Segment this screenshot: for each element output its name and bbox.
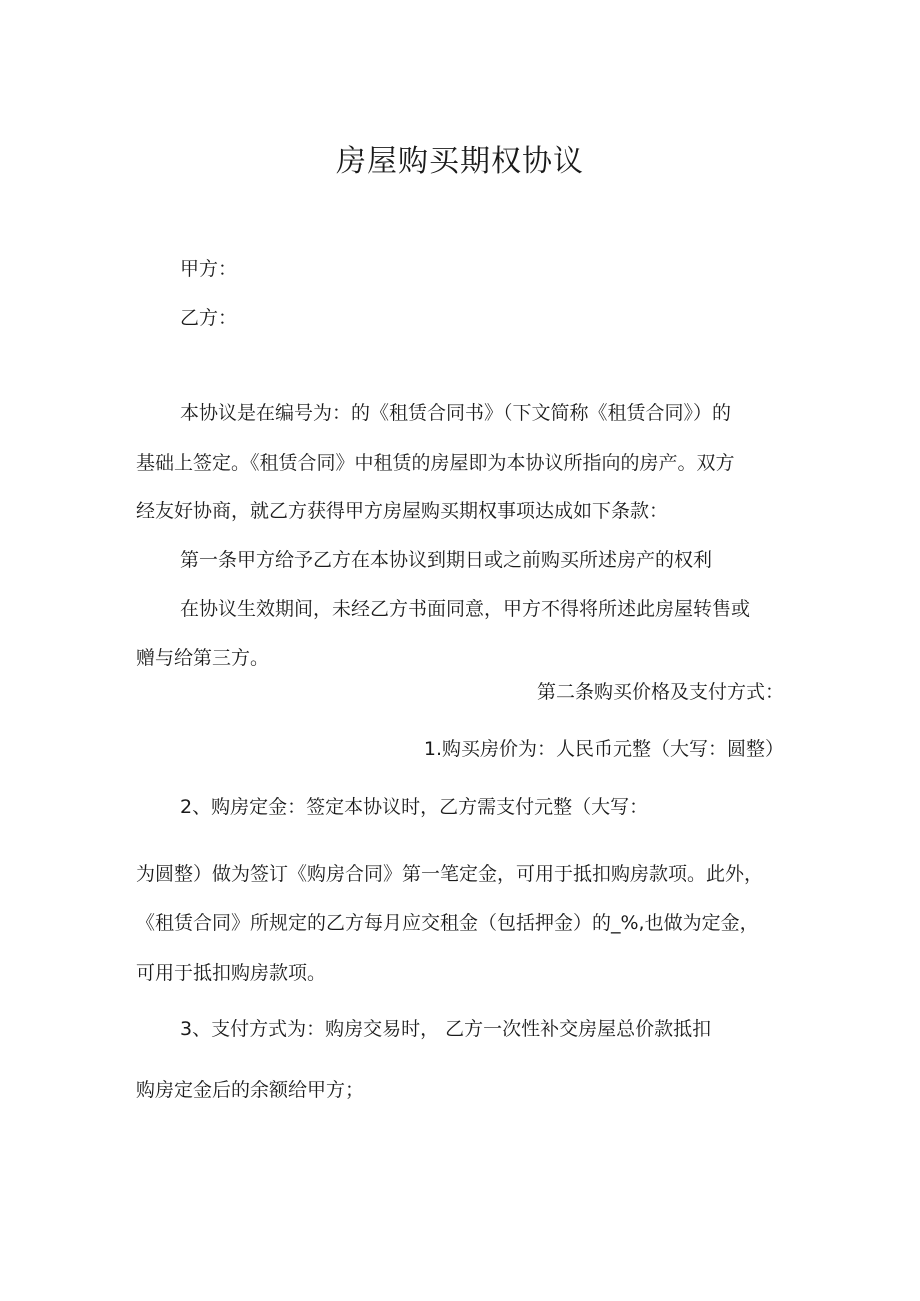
article1-line-2: 在协议生效期间，未经乙方书面同意，甲方不得将所述此房屋转售或 — [180, 598, 751, 620]
deposit-item-line-4: 可用于抵扣购房款项。 — [136, 962, 327, 984]
price-item: 1.购买房价为：人民币元整（大写：圆整） — [423, 738, 784, 760]
party-b-label: 乙方： — [180, 307, 238, 329]
payment-item-line-2: 购房定金后的余额给甲方； — [136, 1079, 365, 1101]
article1-line-3: 赠与给第三方。 — [136, 647, 270, 669]
deposit-item-line-1: 2、购房定金：签定本协议时，乙方需支付元整（大写： — [180, 796, 649, 818]
document-title: 房屋购买期权协议 — [336, 144, 584, 179]
party-a-label: 甲方： — [180, 258, 238, 280]
deposit-item-line-3: 《租赁合同》所规定的乙方每月应交租金（包括押金）的_%,也做为定金， — [136, 912, 759, 934]
article2-heading: 第二条购买价格及支付方式： — [536, 681, 784, 703]
intro-line-3: 经友好协商，就乙方获得甲方房屋购买期权事项达成如下条款： — [136, 500, 669, 522]
article1-line-1: 第一条甲方给予乙方在本协议到期日或之前购买所述房产的权利 — [180, 549, 713, 571]
deposit-item-line-2: 为圆整）做为签订《购房合同》第一笔定金，可用于抵扣购房款项。此外， — [136, 863, 764, 885]
payment-item-line-1: 3、支付方式为：购房交易时， 乙方一次性补交房屋总价款抵扣 — [180, 1018, 712, 1040]
intro-line-1: 本协议是在编号为：的《租赁合同书》（下文简称《租赁合同》）的 — [180, 402, 732, 424]
intro-line-2: 基础上签定。《租赁合同》中租赁的房屋即为本协议所指向的房产。双方 — [136, 452, 735, 474]
